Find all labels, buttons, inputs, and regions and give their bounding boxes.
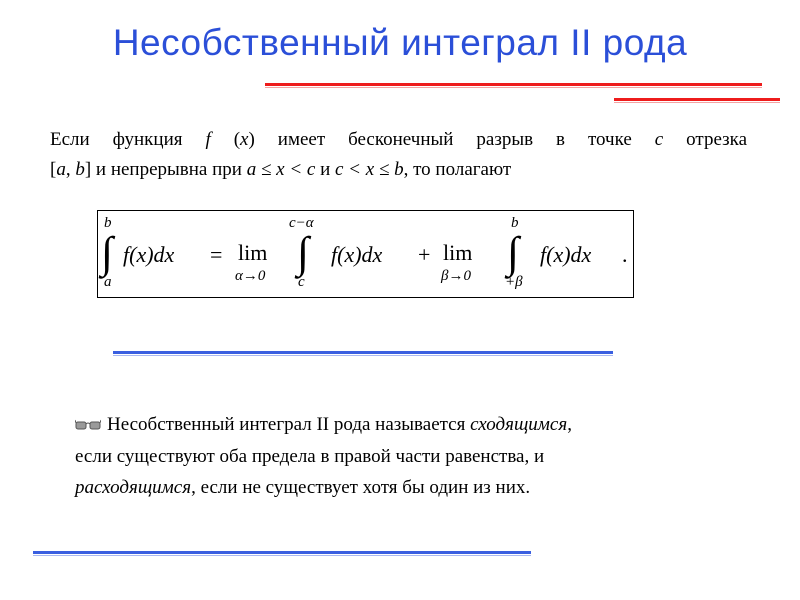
equals-sign: = xyxy=(210,242,223,267)
text-segment: и xyxy=(315,159,335,180)
integrand-3: f(x)dx xyxy=(540,242,592,267)
text-segment: ) имеет бесконечный разрыв в точке xyxy=(248,129,655,150)
integral-1-lower-limit: a xyxy=(104,274,112,290)
integral-2-lower-limit: c xyxy=(298,274,305,290)
limit-1: lim xyxy=(238,240,268,265)
point-symbol: c xyxy=(654,129,664,150)
text-segment: , если не существует хотя бы один из них. xyxy=(191,477,531,499)
slide-title: Несобственный интеграл II рода xyxy=(112,22,688,63)
text-segment: Если функция xyxy=(50,129,206,150)
title-underline-red-short-shadow xyxy=(614,102,780,103)
integral-2-upper-limit: c−α xyxy=(289,215,314,231)
text-segment: Несобственный интеграл II рода называется xyxy=(107,414,471,435)
integrand-2: f(x)dx xyxy=(331,242,383,267)
separator-blue xyxy=(113,351,613,354)
integral-1-upper-limit: b xyxy=(104,215,112,231)
text-segment: ] и непрерывна при xyxy=(84,159,247,180)
title-underline-red-short xyxy=(614,98,780,101)
limit-1-subscript: α→0 xyxy=(235,268,266,284)
title-underline-red xyxy=(265,83,762,86)
integral-sign-3: ∫ xyxy=(507,228,520,277)
function-symbol: f xyxy=(205,129,211,150)
integral-sign-1: ∫ xyxy=(101,228,114,277)
text-segment: если существуют оба предела в правой части равенства, и xyxy=(75,446,545,468)
condition-right: c < x ≤ b xyxy=(335,159,404,180)
term-divergent: расходящимся xyxy=(75,477,192,499)
limit-2: lim xyxy=(443,240,473,265)
separator-blue-shadow xyxy=(113,355,613,356)
bound-b-symbol: b xyxy=(75,159,85,180)
integrand-1: f(x)dx xyxy=(123,242,175,267)
text-segment: , xyxy=(567,414,572,435)
definition-line-1 xyxy=(50,125,747,155)
formula-box xyxy=(97,210,634,298)
limit-2-subscript: β→0 xyxy=(441,268,471,284)
definition-paragraph xyxy=(50,125,747,185)
plus-sign: + xyxy=(418,242,431,267)
variable-symbol: x xyxy=(240,129,249,150)
footer-line-blue-shadow xyxy=(33,555,531,556)
definition-line-2 xyxy=(50,155,747,185)
text-segment: отрезка xyxy=(663,129,748,150)
bound-a-symbol: a xyxy=(56,159,66,180)
glasses-icon xyxy=(75,410,101,441)
text-segment: ( xyxy=(210,129,241,150)
integral-3-upper-limit: b xyxy=(511,215,519,231)
term-convergent: сходящимся xyxy=(470,414,568,435)
integral-sign-2: ∫ xyxy=(297,228,310,277)
footer-line-blue xyxy=(33,551,531,554)
integral-3-lower-limit: +β xyxy=(505,274,523,290)
formula-end-dot: . xyxy=(622,242,628,267)
convergence-paragraph xyxy=(75,409,735,503)
text-segment: , то полагают xyxy=(403,159,512,180)
condition-left: a ≤ x < c xyxy=(246,159,316,180)
text-segment: , xyxy=(65,159,76,180)
title-underline-red-shadow xyxy=(265,87,762,88)
text-segment: [ xyxy=(50,159,57,180)
